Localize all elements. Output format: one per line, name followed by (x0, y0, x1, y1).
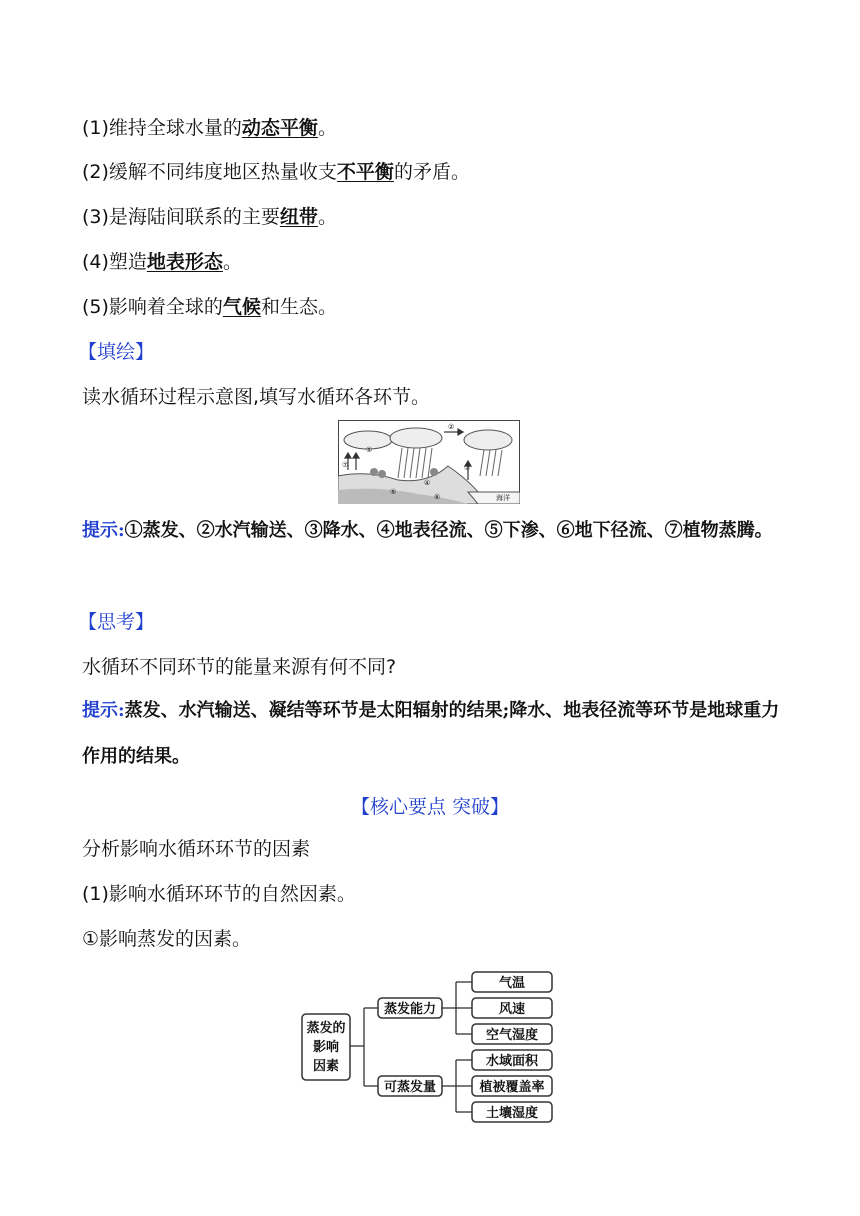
water-cycle-diagram (338, 420, 520, 504)
core-heading: 【核心要点 突破】 (350, 796, 510, 818)
analysis-title: 分析影响水循环环节的因素 (82, 838, 311, 860)
fill-heading: 【填绘】 (78, 341, 155, 363)
leaf: 风速 (498, 1002, 526, 1017)
diagram-num: ① (366, 446, 373, 454)
think-heading: 【思考】 (78, 611, 155, 633)
key-term: 纽带 (279, 206, 318, 228)
evaporation-factor-tree (298, 966, 560, 1126)
leaf: 气温 (498, 976, 526, 991)
list-item-4: (4)塑造地表形态。 (82, 251, 242, 273)
natural-factors: (1)影响水循环环节的自然因素。 (82, 883, 356, 905)
fill-instruction: 读水循环过程示意图,填写水循环各环节。 (82, 386, 431, 408)
leaf: 植被覆盖率 (479, 1080, 545, 1095)
list-item-1: (1)维持全球水量的动态平衡。 (82, 117, 337, 139)
diagram-num: ⑦ (342, 461, 349, 469)
think-question: 水循环不同环节的能量来源有何不同? (82, 656, 397, 678)
evap-factors: ①影响蒸发的因素。 (82, 928, 252, 950)
branch-2: 可蒸发量 (383, 1080, 437, 1095)
diagram-num: ⑤ (390, 488, 397, 496)
diagram-num: ③ (464, 464, 471, 472)
leaf: 水域面积 (485, 1054, 539, 1069)
hint-2: 提示:蒸发、水汽输送、凝结等环节是太阳辐射的结果;降水、地表径流等环节是地球重力作用的结果。 (82, 700, 780, 767)
list-item-3: (3)是海陆间联系的主要纽带。 (82, 206, 337, 228)
branch-1: 蒸发能力 (383, 1002, 437, 1017)
sea-label: 海洋 (496, 494, 510, 502)
hint-1: 提示:①蒸发、②水汽输送、③降水、④地表径流、⑤下渗、⑥地下径流、⑦植物蒸腾。 (82, 520, 773, 541)
leaf: 空气湿度 (485, 1028, 539, 1043)
key-term: 气候 (222, 296, 261, 318)
key-term: 动态平衡 (241, 117, 318, 139)
root-line-3: 因素 (312, 1059, 340, 1074)
diagram-num: ④ (424, 479, 431, 487)
list-item-2: (2)缓解不同纬度地区热量收支不平衡的矛盾。 (82, 161, 470, 183)
key-term: 不平衡 (336, 161, 394, 183)
root-line-1: 蒸发的 (306, 1021, 346, 1036)
root-line-2: 影响 (312, 1040, 340, 1055)
list-item-5: (5)影响着全球的气候和生态。 (82, 296, 337, 318)
leaf: 土壤湿度 (485, 1106, 539, 1121)
key-term: 地表形态 (146, 251, 223, 273)
diagram-num: ② (448, 423, 455, 431)
diagram-num: ⑥ (434, 493, 441, 501)
